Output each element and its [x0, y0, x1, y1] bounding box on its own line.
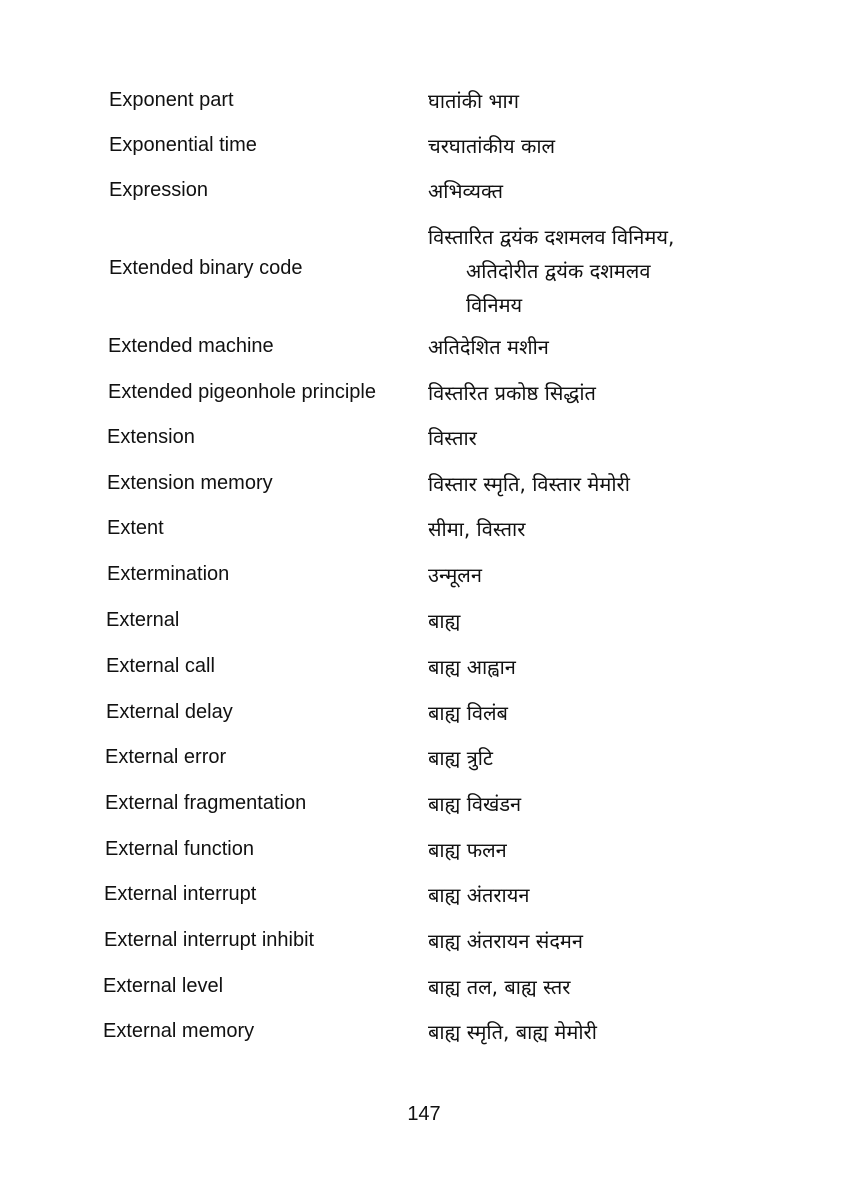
translation-line: बाह्य तल, बाह्य स्तर — [428, 975, 571, 999]
glossary-term: Extended pigeonhole principle — [108, 381, 376, 403]
glossary-term: Extended binary code — [109, 257, 303, 279]
glossary-term: External interrupt inhibit — [104, 929, 315, 951]
glossary-translation — [428, 741, 788, 775]
glossary-term: External delay — [106, 701, 233, 723]
glossary-term: Extent — [107, 517, 164, 539]
glossary-translation — [428, 84, 788, 118]
glossary-term: Extension memory — [107, 472, 273, 494]
glossary-translation — [428, 787, 788, 821]
glossary-translation — [428, 220, 788, 322]
translation-line: बाह्य विलंब — [428, 701, 508, 725]
glossary-translation — [428, 376, 788, 410]
page-number: 147 — [407, 1103, 441, 1125]
translation-line: बाह्य अंतरायन संदमन — [428, 929, 583, 953]
glossary-translation — [428, 650, 788, 684]
translation-line: विनिमय — [466, 293, 523, 317]
glossary-translation — [428, 833, 788, 867]
glossary-translation — [428, 970, 788, 1004]
glossary-term: Exponential time — [109, 134, 257, 156]
translation-line: घातांकी भाग — [428, 89, 519, 113]
translation-line: विस्तार — [428, 426, 477, 450]
translation-line: बाह्य अंतरायन — [428, 883, 530, 907]
glossary-translation — [428, 421, 788, 455]
translation-line: विस्तार स्मृति, विस्तार मेमोरी — [428, 472, 630, 496]
glossary-translation — [428, 924, 788, 958]
translation-line: सीमा, विस्तार — [428, 517, 526, 541]
glossary-translation — [428, 558, 788, 592]
glossary-term: Exponent part — [109, 89, 234, 111]
glossary-translation — [428, 129, 788, 163]
glossary-term: External error — [105, 746, 227, 768]
glossary-term: External level — [103, 975, 224, 997]
glossary-translation — [428, 330, 788, 364]
glossary-translation — [428, 696, 788, 730]
translation-line: बाह्य फलन — [428, 838, 507, 862]
translation-line: उन्मूलन — [428, 563, 482, 587]
glossary-term: External — [106, 609, 180, 631]
glossary-term: Extermination — [107, 563, 230, 585]
glossary-translation — [428, 174, 788, 208]
translation-line: विस्तारित द्वयंक दशमलव विनिमय, — [428, 225, 675, 249]
translation-line: बाह्य स्मृति, बाह्य मेमोरी — [428, 1020, 597, 1044]
glossary-term: External memory — [103, 1020, 255, 1042]
glossary-term: Extension — [107, 426, 195, 448]
glossary-term: Extended machine — [108, 335, 274, 357]
glossary-translation — [428, 1015, 788, 1049]
glossary-term: External call — [106, 655, 215, 677]
translation-line: अतिदेशित मशीन — [428, 335, 549, 359]
translation-line: अतिदोरीत द्वयंक दशमलव — [466, 259, 651, 283]
translation-line: विस्तरित प्रकोष्ठ सिद्धांत — [428, 381, 596, 405]
glossary-translation — [428, 878, 788, 912]
glossary-term: External fragmentation — [105, 792, 307, 814]
glossary-term: External interrupt — [104, 883, 257, 905]
glossary-translation — [428, 604, 788, 638]
translation-line: बाह्य त्रुटि — [428, 746, 493, 770]
glossary-term: Expression — [109, 179, 208, 201]
translation-line: अभिव्यक्त — [428, 179, 504, 203]
glossary-term: External function — [105, 838, 254, 860]
translation-line: चरघातांकीय काल — [428, 134, 556, 158]
glossary-translation — [428, 512, 788, 546]
translation-line: बाह्य आह्वान — [428, 655, 516, 679]
translation-line: बाह्य — [428, 609, 461, 633]
translation-line: बाह्य विखंडन — [428, 792, 522, 816]
glossary-translation — [428, 467, 788, 501]
